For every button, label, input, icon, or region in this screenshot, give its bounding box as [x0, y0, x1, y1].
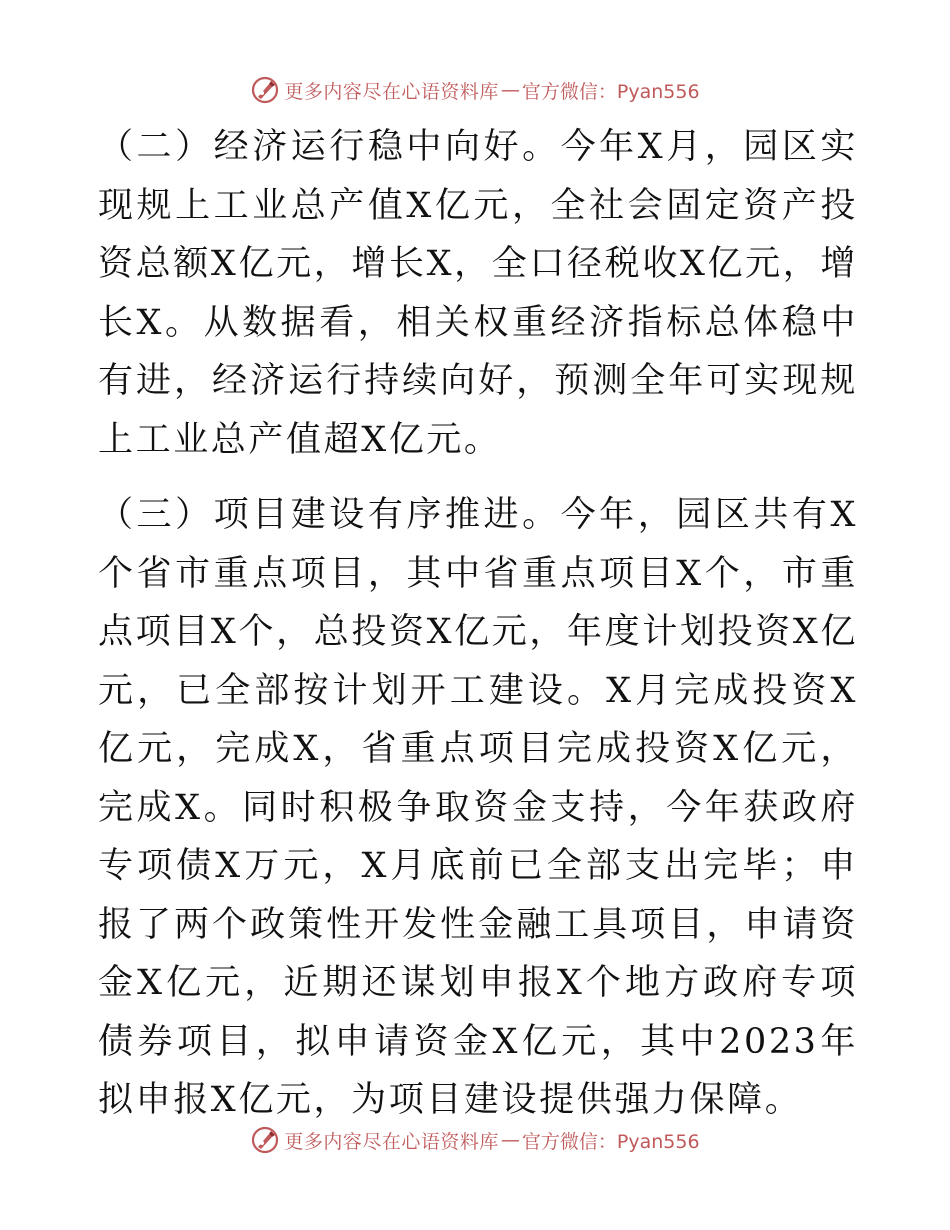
footer-banner-text: 更多内容尽在心语资料库 [284, 1130, 499, 1153]
header-watermark-banner [0, 70, 950, 110]
footer-banner-dash: — [500, 1129, 520, 1151]
pen-logo-icon [250, 1125, 280, 1155]
paragraph-economic-operation: （二）经济运行稳中向好。今年X月，园区实现规上工业总产值X亿元，全社会固定资产投资总额X亿元，增长X，全口径税收X亿元，增长X。从数据看，相关权重经济指标总体稳中有进，经济运行持续向好，预测全年可实现规上工业总产值超X亿元。 [98, 127, 858, 460]
header-banner-text: 更多内容尽在心语资料库 [284, 80, 499, 103]
paragraph-project-construction: （三）项目建设有序推进。今年，园区共有X个省市重点项目，其中省重点项目X个，市重点项目X个，总投资X亿元，年度计划投资X亿元，已全部按计划开工建设。X月完成投资X亿元，完成X，省重点项目完成投资X亿元，完成X。同时积极争取资金支持，今年获政府专项债X万元，X月底前已全部支出完毕；申报了两个政策性开发性金融工具项目，申请资金X亿元，近期还谋划申报X个地方政府专项债券项目，拟申请资金X亿元，其中2023年拟申报X亿元，为项目建设提供强力保障。 [98, 495, 858, 1120]
footer-banner-wechat: 官方微信：Pyan556 [521, 1130, 700, 1153]
header-banner-dash: — [500, 79, 520, 101]
pen-logo-icon [250, 75, 280, 105]
header-banner-wechat: 官方微信：Pyan556 [521, 80, 700, 103]
footer-watermark-banner [0, 1120, 950, 1160]
